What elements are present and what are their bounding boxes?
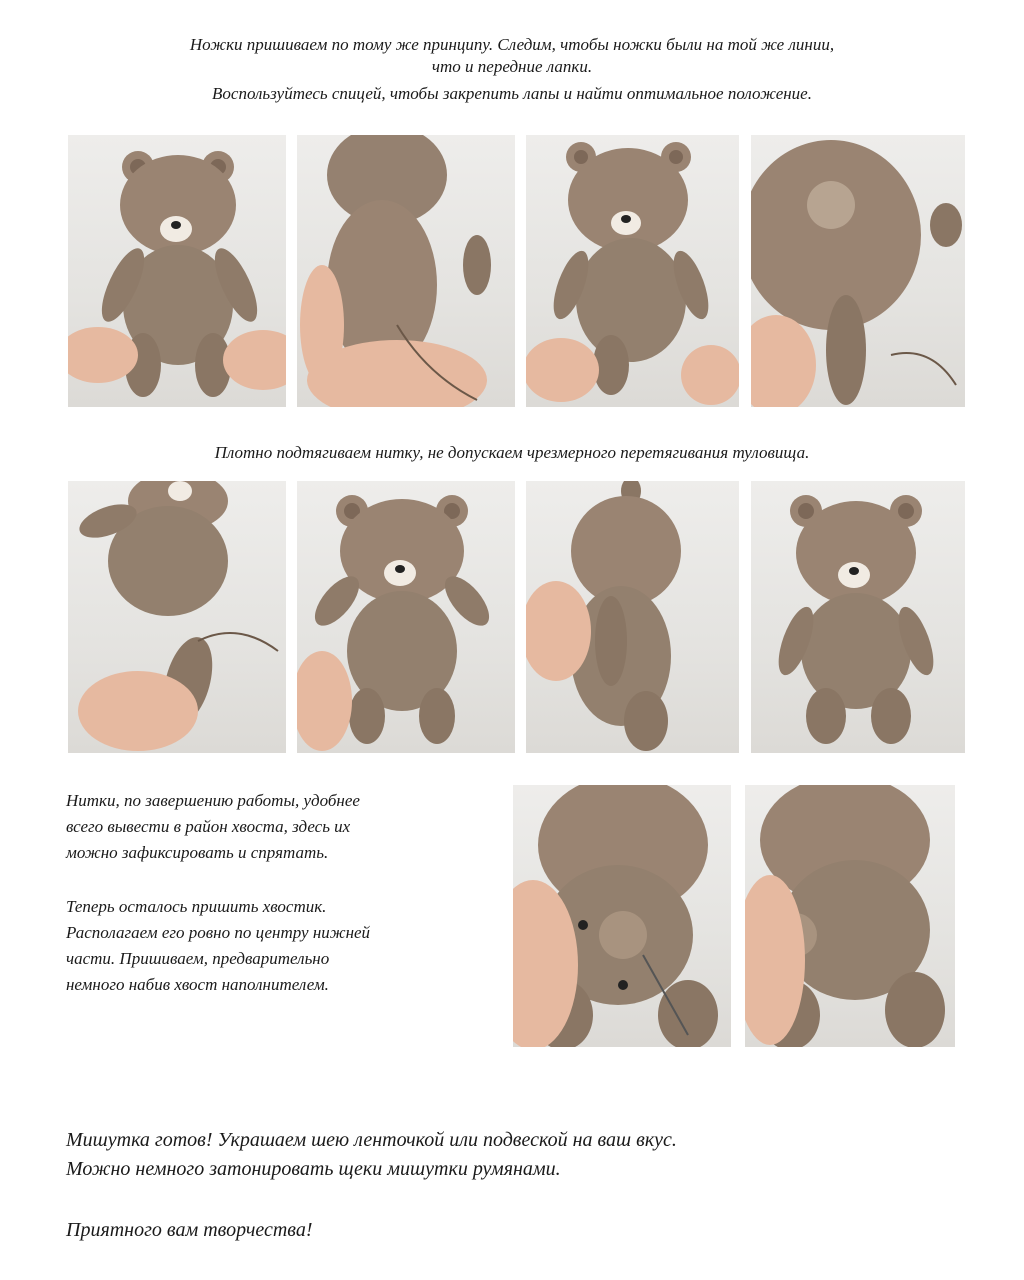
side-text-p2-line4: немного набив хвост наполнителем. — [66, 975, 329, 994]
side-text-p1-line1: Нитки, по завершению работы, удобнее — [66, 791, 360, 810]
photo-tail-attached — [745, 785, 955, 1047]
photo-bear-side-leg-sewing — [297, 135, 515, 407]
photo-bear-front-leg-attached — [526, 135, 739, 407]
closing-line-2: Можно немного затонировать щеки мишутки румянами. — [66, 1158, 561, 1180]
photo-bear-side-view — [526, 481, 739, 753]
photo-bear-finished-front — [751, 481, 965, 753]
intro-line-1: Ножки пришиваем по тому же принципу. Следим, чтобы ножки были на той же линии, — [189, 35, 835, 54]
side-text-p1-line3: можно зафиксировать и спрятать. — [66, 843, 329, 862]
closing-line-3: Приятного вам творчества! — [66, 1219, 313, 1241]
photo-bear-front-legs-held — [68, 135, 286, 407]
side-text-p2-line3: части. Пришиваем, предварительно — [66, 949, 330, 968]
intro-line-2: что и передние лапки. — [431, 57, 593, 76]
side-text-p2-line2: Располагаем его ровно по центру нижней — [66, 923, 371, 942]
mid-caption: Плотно подтягиваем нитку, не допускаем чрезмерного перетягивания туловища. — [214, 443, 810, 462]
photo-tail-sewing — [513, 785, 731, 1047]
closing-line-1: Мишутка готов! Украшаем шею ленточкой или подвеской на ваш вкус. — [66, 1129, 677, 1151]
side-text-p1-line2: всего вывести в район хвоста, здесь их — [66, 817, 351, 836]
photo-bear-seated-front — [297, 481, 515, 753]
photo-bear-leg-thread-pull — [68, 481, 286, 753]
photo-bear-back-leg-closeup — [751, 135, 965, 407]
side-text-p2-line1: Теперь осталось пришить хвостик. — [66, 897, 327, 916]
intro-line-3: Воспользуйтесь спицей, чтобы закрепить лапы и найти оптимальное положение. — [212, 84, 812, 103]
